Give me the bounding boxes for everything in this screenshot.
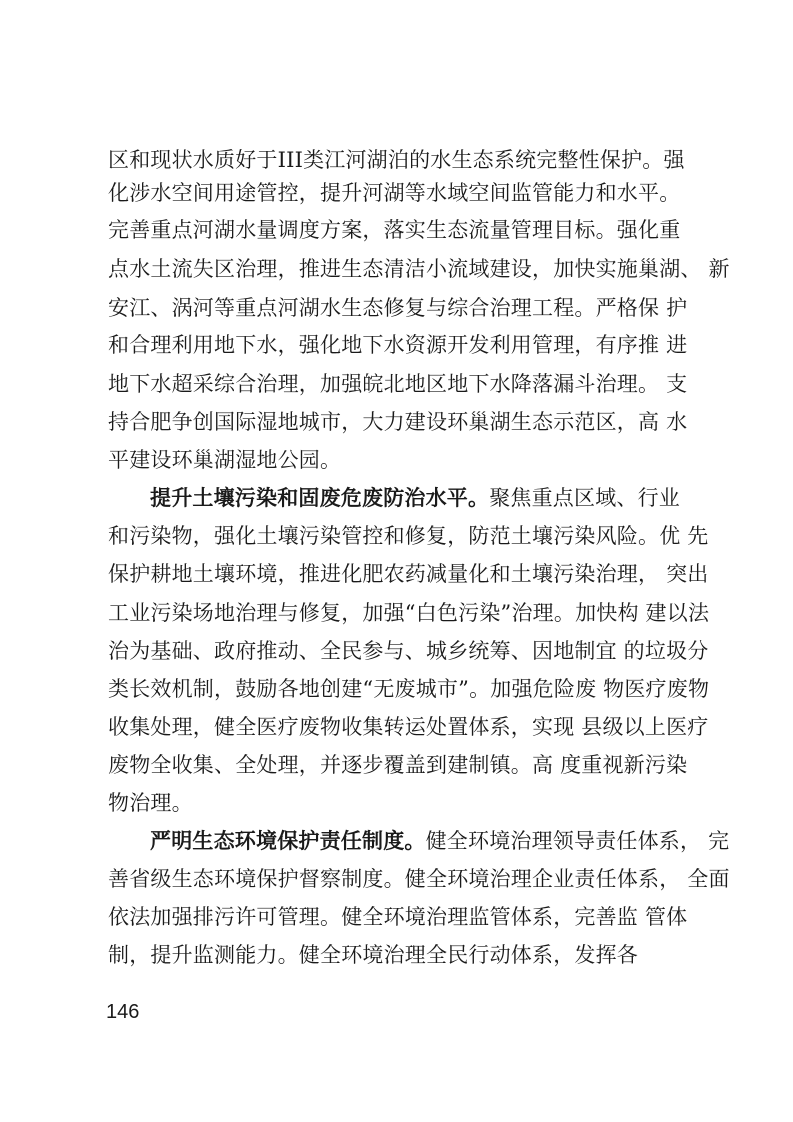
text-line: 和污染物，强化土壤污染管控和修复，防范土壤污染风险。优 先 (108, 524, 709, 548)
text-line: 持合肥争创国际湿地城市，大力建设环巢湖生态示范区，高 水 (108, 410, 688, 434)
text-line: 依法加强排污许可管理。健全环境治理监管体系，完善监 管体 (108, 905, 688, 929)
text-line: 和合理利用地下水，强化地下水资源开发利用管理，有序推 进 (108, 333, 688, 357)
paragraph-start: 提升土壤污染和固废危废防治水平。聚焦重点区域、行业 (150, 486, 681, 510)
text-line: 区和现状水质好于III类江河湖泊的水生态系统完整性保护。强 (108, 148, 685, 172)
text-line: 善省级生态环境保护督察制度。健全环境治理企业责任体系， 全面 (108, 867, 730, 891)
text-line: 废物全收集、全处理，并逐步覆盖到建制镇。高 度重视新污染 (108, 753, 688, 777)
text-line: 完善重点河湖水量调度方案，落实生态流量管理目标。强化重 (108, 218, 681, 242)
section-heading: 提升土壤污染和固废危废防治水平。 (150, 486, 490, 510)
text-line: 类长效机制，鼓励各地创建“无废城市”。加强危险废 物医疗废物 (108, 677, 710, 701)
text-line: 制，提升监测能力。健全环境治理全民行动体系，发挥各 (108, 943, 638, 967)
text-line: 工业污染场地治理与修复，加强“白色污染”治理。加快构 建以法 (108, 601, 710, 625)
text-line: 物治理。 (108, 791, 193, 815)
paragraph-start: 严明生态环境保护责任制度。健全环境治理领导责任体系， 完 (150, 829, 730, 853)
text-line: 化涉水空间用途管控，提升河湖等水域空间监管能力和水平。 (108, 181, 681, 205)
page-number: 146 (106, 1001, 140, 1023)
text-line: 点水土流失区治理，推进生态清洁小流域建设，加快实施巢湖、 新 (108, 257, 730, 281)
text-line: 地下水超采综合治理，加强皖北地区地下水降落漏斗治理。 支 (108, 372, 688, 396)
text-line: 治为基础、政府推动、全民参与、城乡统筹、因地制宜 的垃圾分 (108, 639, 709, 663)
text-line: 平建设环巢湖湿地公园。 (108, 448, 342, 472)
text-line: 收集处理，健全医疗废物收集转运处置体系，实现 县级以上医疗 (108, 715, 709, 739)
text-line: 保护耕地土壤环境，推进化肥农药减量化和土壤污染治理， 突出 (108, 562, 709, 586)
section-heading: 严明生态环境保护责任制度。 (150, 829, 426, 853)
text-line: 安江、涡河等重点河湖水生态修复与综合治理工程。严格保 护 (108, 296, 688, 320)
